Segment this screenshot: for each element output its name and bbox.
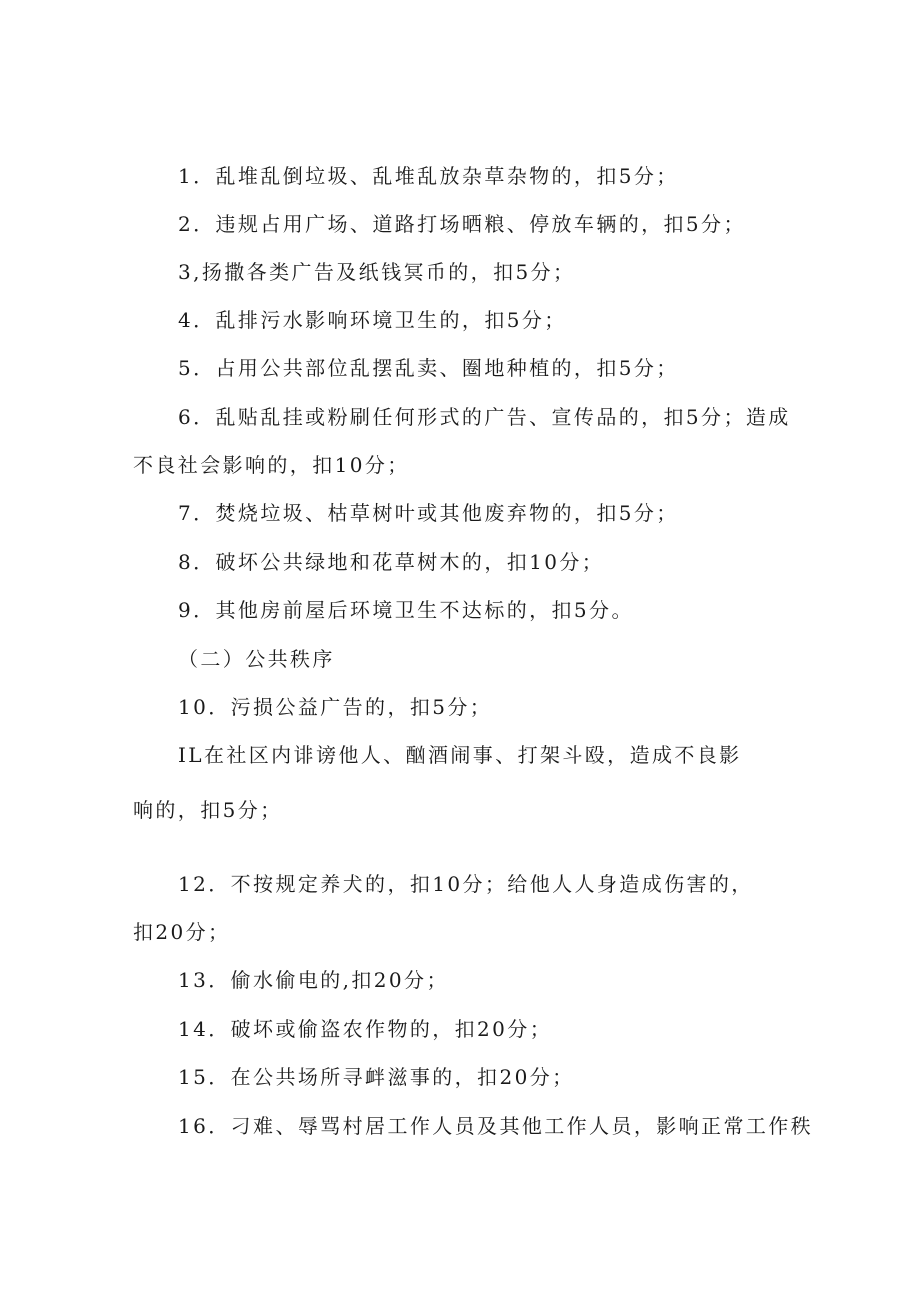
item-4: 4．乱排污水影响环境卫生的，扣5分； (178, 308, 567, 332)
item-13: 13．偷水偷电的,扣20分； (178, 968, 449, 992)
item-2: 2．违规占用广场、道路打场晒粮、停放车辆的，扣5分； (178, 212, 746, 236)
item-7: 7．焚烧垃圾、枯草树叶或其他废弃物的，扣5分； (178, 501, 679, 525)
section-heading-public-order: （二）公共秩序 (178, 647, 335, 671)
item-6-continuation: 不良社会影响的，扣10分； (133, 453, 410, 477)
item-6: 6．乱贴乱挂或粉刷任何形式的广告、宣传品的，扣5分；造成 (178, 405, 791, 429)
item-11-continuation: 响的，扣5分； (133, 798, 283, 822)
item-15: 15．在公共场所寻衅滋事的，扣20分； (178, 1065, 575, 1089)
item-3: 3,扬撒各类广告及纸钱冥币的，扣5分； (178, 260, 576, 284)
item-16: 16．刁难、辱骂村居工作人员及其他工作人员，影响正常工作秩 (178, 1114, 814, 1138)
item-10: 10．污损公益广告的，扣5分； (178, 695, 493, 719)
item-8: 8．破坏公共绿地和花草树木的，扣10分； (178, 550, 605, 574)
item-5: 5．占用公共部位乱摆乱卖、圈地种植的，扣5分； (178, 356, 679, 380)
item-1: 1．乱堆乱倒垃圾、乱堆乱放杂草杂物的，扣5分； (178, 164, 679, 188)
item-9: 9．其他房前屋后环境卫生不达标的，扣5分。 (178, 598, 634, 622)
item-11: IL在社区内诽谤他人、酗酒闹事、打架斗殴，造成不良影 (178, 743, 742, 767)
item-12-continuation: 扣20分； (133, 920, 231, 944)
item-12: 12．不按规定养犬的，扣10分；给他人人身造成伤害的， (178, 872, 754, 896)
item-14: 14．破坏或偷盗农作物的，扣20分； (178, 1017, 553, 1041)
